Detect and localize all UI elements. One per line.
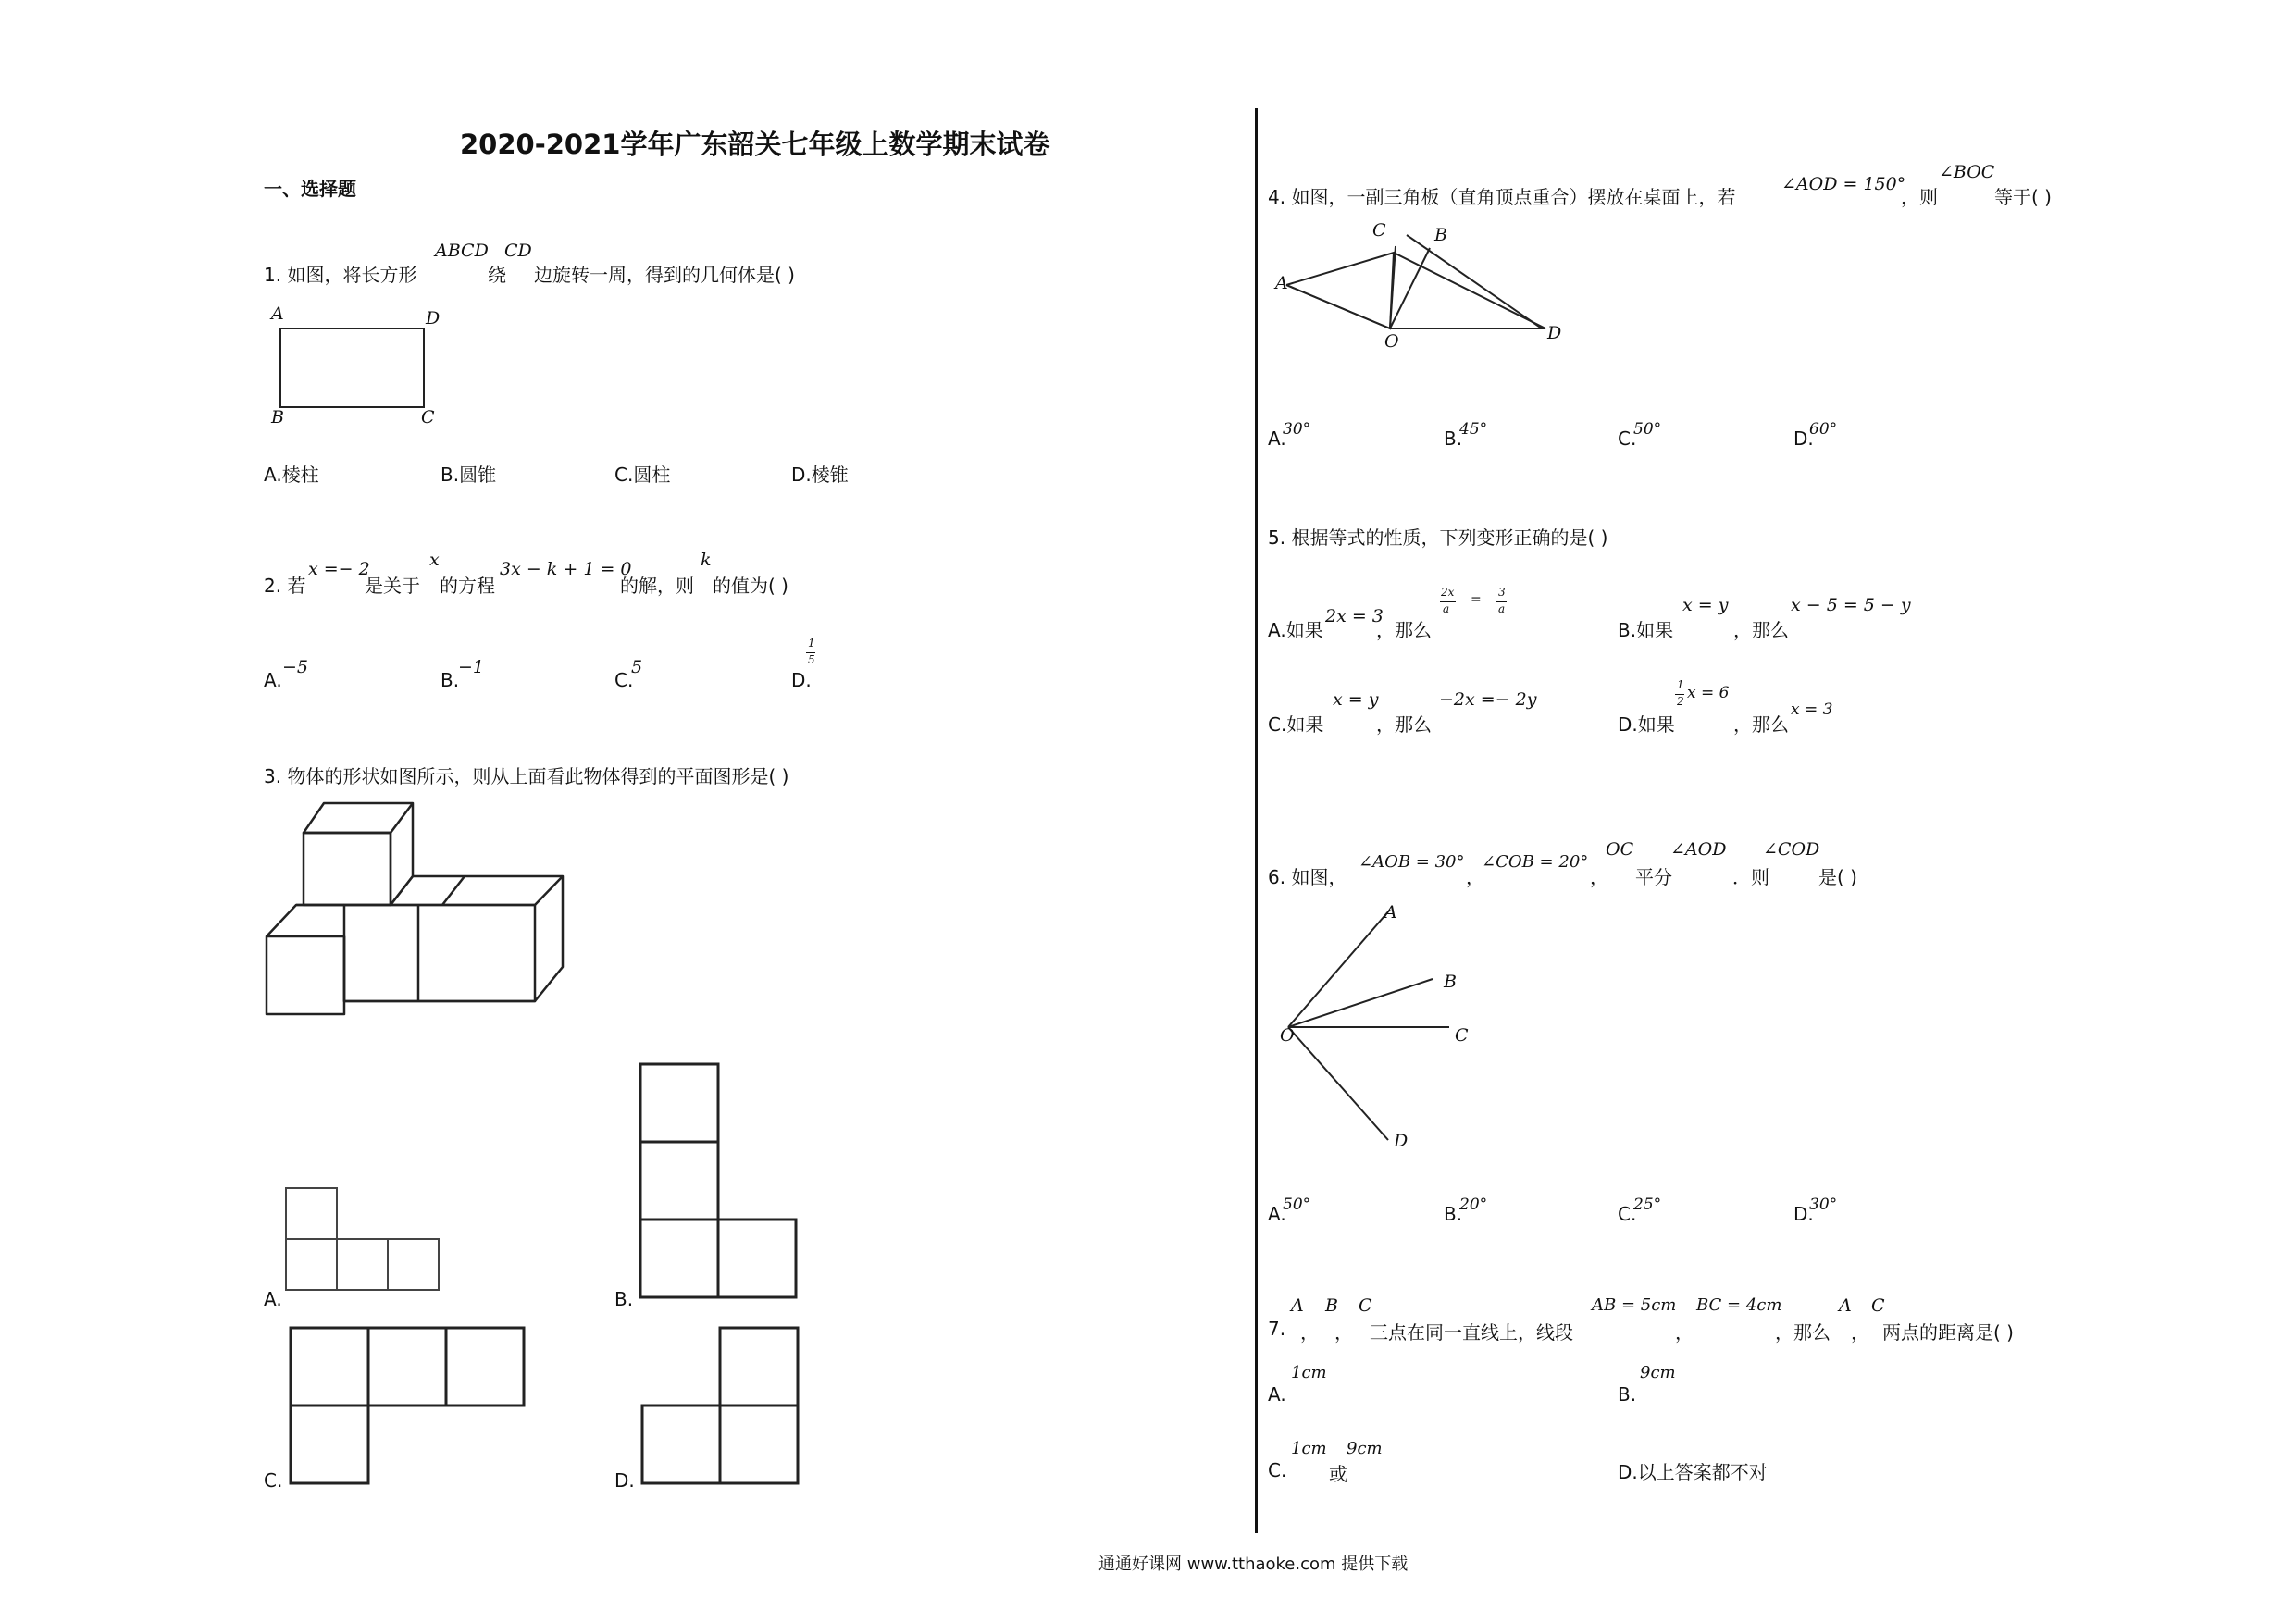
q4-cond-math: ∠AOD = 150° [1781, 174, 1906, 194]
q4-label-a: A [1275, 273, 1288, 293]
q5-option-d-cond: x = 6 [1687, 684, 1730, 702]
q5-option-a-den2: a [1498, 602, 1506, 615]
q7-option-b-letter: B. [1618, 1383, 1637, 1406]
q4-text-post: 等于( ) [1994, 186, 2052, 208]
q7-point-c: C [1359, 1295, 1372, 1316]
q4-label-b: B [1434, 225, 1447, 245]
q5-option-d-pre: D.如果 [1618, 713, 1675, 736]
q1-text-pre: 1. 如图，将长方形 [264, 264, 417, 286]
q2-option-d-denominator: 5 [808, 653, 815, 666]
q6-option-d-value: 30° [1809, 1196, 1838, 1214]
q4-option-d-value: 60° [1809, 420, 1838, 439]
q2-option-a-value: −5 [282, 657, 309, 677]
q6-oc-math: OC [1606, 839, 1634, 860]
q4-ask-math: ∠BOC [1939, 162, 1995, 182]
page-title: 2020-2021学年广东韶关七年级上数学期末试卷 [460, 129, 1050, 160]
q5-option-a-num1: 2x [1441, 586, 1455, 599]
q2-var-math: x [429, 550, 440, 570]
q5-option-c-result: −2x =− 2y [1439, 689, 1537, 710]
q2-option-a-letter: A. [264, 669, 282, 691]
q6-text-pre: 6. 如图， [1268, 866, 1347, 888]
q3-option-d-figure [640, 1326, 807, 1493]
q6-label-a: A [1384, 902, 1397, 923]
q6-cod-math: ∠COD [1763, 839, 1820, 860]
q7-text-pre: 7. [1268, 1318, 1286, 1340]
q6-option-a-letter: A. [1268, 1203, 1286, 1225]
q6-cond-1: ∠AOB = 30° [1359, 852, 1465, 872]
q6-cond-2: ∠COB = 20° [1482, 852, 1589, 872]
q6-option-a-value: 50° [1283, 1196, 1311, 1214]
q4-triangles-figure [1268, 222, 1573, 361]
q2-text-pre: 2. 若 [264, 575, 306, 597]
q5-option-b-pre: B.如果 [1618, 619, 1674, 641]
q5-option-c-cond: x = y [1333, 689, 1379, 710]
q7-text-1: 三点在同一直线上，线段 [1370, 1321, 1573, 1344]
q2-text-1: 是关于 [365, 575, 420, 597]
q7-option-a-value: 1cm [1291, 1363, 1327, 1382]
q1-text-mid: 绕 [488, 264, 506, 286]
q3-option-c-letter: C. [264, 1469, 283, 1492]
q2-option-b-letter: B. [441, 669, 460, 691]
q5-option-b-cond: x = y [1682, 595, 1729, 615]
q3-option-c-figure [289, 1326, 529, 1493]
q6-label-d: D [1394, 1131, 1409, 1151]
q7-text-3: 两点的距离是( ) [1882, 1321, 2014, 1344]
q7-comma-1: ， [1300, 1321, 1319, 1344]
q3-option-a-letter: A. [264, 1288, 282, 1310]
q7-option-a-letter: A. [1268, 1383, 1286, 1406]
q6-label-o: O [1280, 1025, 1295, 1046]
q2-text-4: 的值为( ) [713, 575, 788, 597]
q4-option-b-letter: B. [1444, 427, 1463, 450]
q1-text-post: 边旋转一周，得到的几何体是( ) [534, 264, 795, 286]
q2-text-2: 的方程 [440, 575, 495, 597]
q7-comma-2: ， [1334, 1321, 1353, 1344]
q5-option-c-pre: C.如果 [1268, 713, 1324, 736]
q5-option-a-cond: 2x = 3 [1325, 606, 1384, 626]
q3-option-b-figure [639, 1062, 805, 1303]
q3-solid-figure [267, 796, 581, 1027]
q2-text-3: 的解，则 [620, 575, 694, 597]
q2-option-c-value: 5 [631, 657, 643, 677]
q4-text-mid: ，则 [1901, 186, 1938, 208]
q6-sep-2: ， [1590, 866, 1608, 888]
q1-label-c: C [421, 407, 435, 427]
q7-bc-math: BC = 4cm [1696, 1295, 1782, 1315]
q5-option-d-mid: ，那么 [1733, 713, 1789, 736]
q7-option-c-value-1: 1cm [1291, 1439, 1327, 1458]
q5-option-a-mid: ，那么 [1376, 619, 1432, 641]
q7-text-2: ，那么 [1775, 1321, 1831, 1344]
q5-option-b-mid: ，那么 [1733, 619, 1789, 641]
q7-point-b: B [1325, 1295, 1338, 1316]
q1-option-d: D.棱锥 [791, 464, 849, 486]
q4-label-d: D [1547, 323, 1562, 343]
q4-label-c: C [1372, 220, 1386, 241]
q6-option-c-letter: C. [1618, 1203, 1637, 1225]
q5-option-d-num: 1 [1677, 678, 1684, 691]
q6-option-b-letter: B. [1444, 1203, 1463, 1225]
q1-option-b: B.圆锥 [441, 464, 497, 486]
q7-option-b-value: 9cm [1640, 1363, 1676, 1382]
q4-option-a-value: 30° [1283, 420, 1311, 439]
section-heading: 一、选择题 [264, 178, 356, 200]
q1-label-d: D [426, 308, 441, 328]
column-divider [1255, 108, 1258, 1533]
q6-option-b-value: 20° [1459, 1196, 1488, 1214]
q6-label-c: C [1455, 1025, 1469, 1046]
q7-comma-4: ， [1851, 1321, 1869, 1344]
q1-option-c: C.圆柱 [614, 464, 671, 486]
q7-ac-point-c: C [1871, 1295, 1885, 1316]
q2-option-d-letter: D. [791, 669, 812, 691]
q6-rays-figure [1268, 898, 1471, 1147]
q3-option-a-figure [284, 1183, 441, 1294]
q4-option-c-letter: C. [1618, 427, 1637, 450]
q6-text-then: ．则 [1732, 866, 1769, 888]
q5-option-d-result: x = 3 [1791, 700, 1833, 719]
q6-sep-1: ， [1466, 866, 1484, 888]
q2-k-math: k [701, 550, 712, 570]
q1-rect-math: ABCD [435, 241, 489, 261]
q5-option-d-den: 2 [1677, 695, 1684, 708]
q2-option-b-value: −1 [458, 657, 485, 677]
q7-option-c-value-2: 9cm [1347, 1439, 1383, 1458]
q2-equation-math: 3x − k + 1 = 0 [500, 559, 632, 579]
q5-option-a-den1: a [1443, 602, 1450, 615]
q4-label-o: O [1384, 331, 1399, 352]
q1-label-b: B [271, 407, 284, 427]
q3-option-b-letter: B. [614, 1288, 634, 1310]
q6-text-bisect: 平分 [1635, 866, 1672, 888]
q7-comma-3: ， [1675, 1321, 1694, 1344]
q2-option-c-letter: C. [614, 669, 634, 691]
q1-side-math: CD [504, 241, 532, 261]
q5-option-c-mid: ，那么 [1376, 713, 1432, 736]
q2-option-d-numerator: 1 [808, 637, 815, 650]
q5-option-a-num2: 3 [1498, 586, 1506, 599]
q6-label-b: B [1444, 972, 1457, 992]
q4-option-b-value: 45° [1459, 420, 1488, 439]
q4-option-d-letter: D. [1793, 427, 1814, 450]
q6-aod-math: ∠AOD [1670, 839, 1727, 860]
q5-option-a-pre: A.如果 [1268, 619, 1323, 641]
q2-cond-math: x =− 2 [308, 559, 370, 579]
q3-text: 3. 物体的形状如图所示，则从上面看此物体得到的平面图形是( ) [264, 765, 789, 787]
q5-option-b-result: x − 5 = 5 − y [1791, 595, 1911, 615]
q4-option-a-letter: A. [1268, 427, 1286, 450]
q7-option-c-or: 或 [1329, 1463, 1347, 1485]
q7-option-c-letter: C. [1268, 1459, 1287, 1481]
q7-ab-math: AB = 5cm [1592, 1295, 1677, 1315]
q6-option-c-value: 25° [1633, 1196, 1662, 1214]
q5-text: 5. 根据等式的性质，下列变形正确的是( ) [1268, 527, 1608, 549]
q7-option-d: D.以上答案都不对 [1618, 1461, 1768, 1483]
q1-option-a: A.棱柱 [264, 464, 319, 486]
q6-text-post: 是( ) [1818, 866, 1857, 888]
q4-text-pre: 4. 如图，一副三角板（直角顶点重合）摆放在桌面上，若 [1268, 186, 1736, 208]
page-footer: 通通好课网 www.tthaoke.com 提供下载 [1098, 1555, 1409, 1574]
q7-ac-point-a: A [1839, 1295, 1852, 1316]
q3-option-d-letter: D. [614, 1469, 635, 1492]
q6-option-d-letter: D. [1793, 1203, 1814, 1225]
q5-option-a-eq: = [1471, 592, 1482, 607]
q4-option-c-value: 50° [1633, 420, 1662, 439]
q1-label-a: A [271, 304, 284, 324]
q7-point-a: A [1291, 1295, 1304, 1316]
